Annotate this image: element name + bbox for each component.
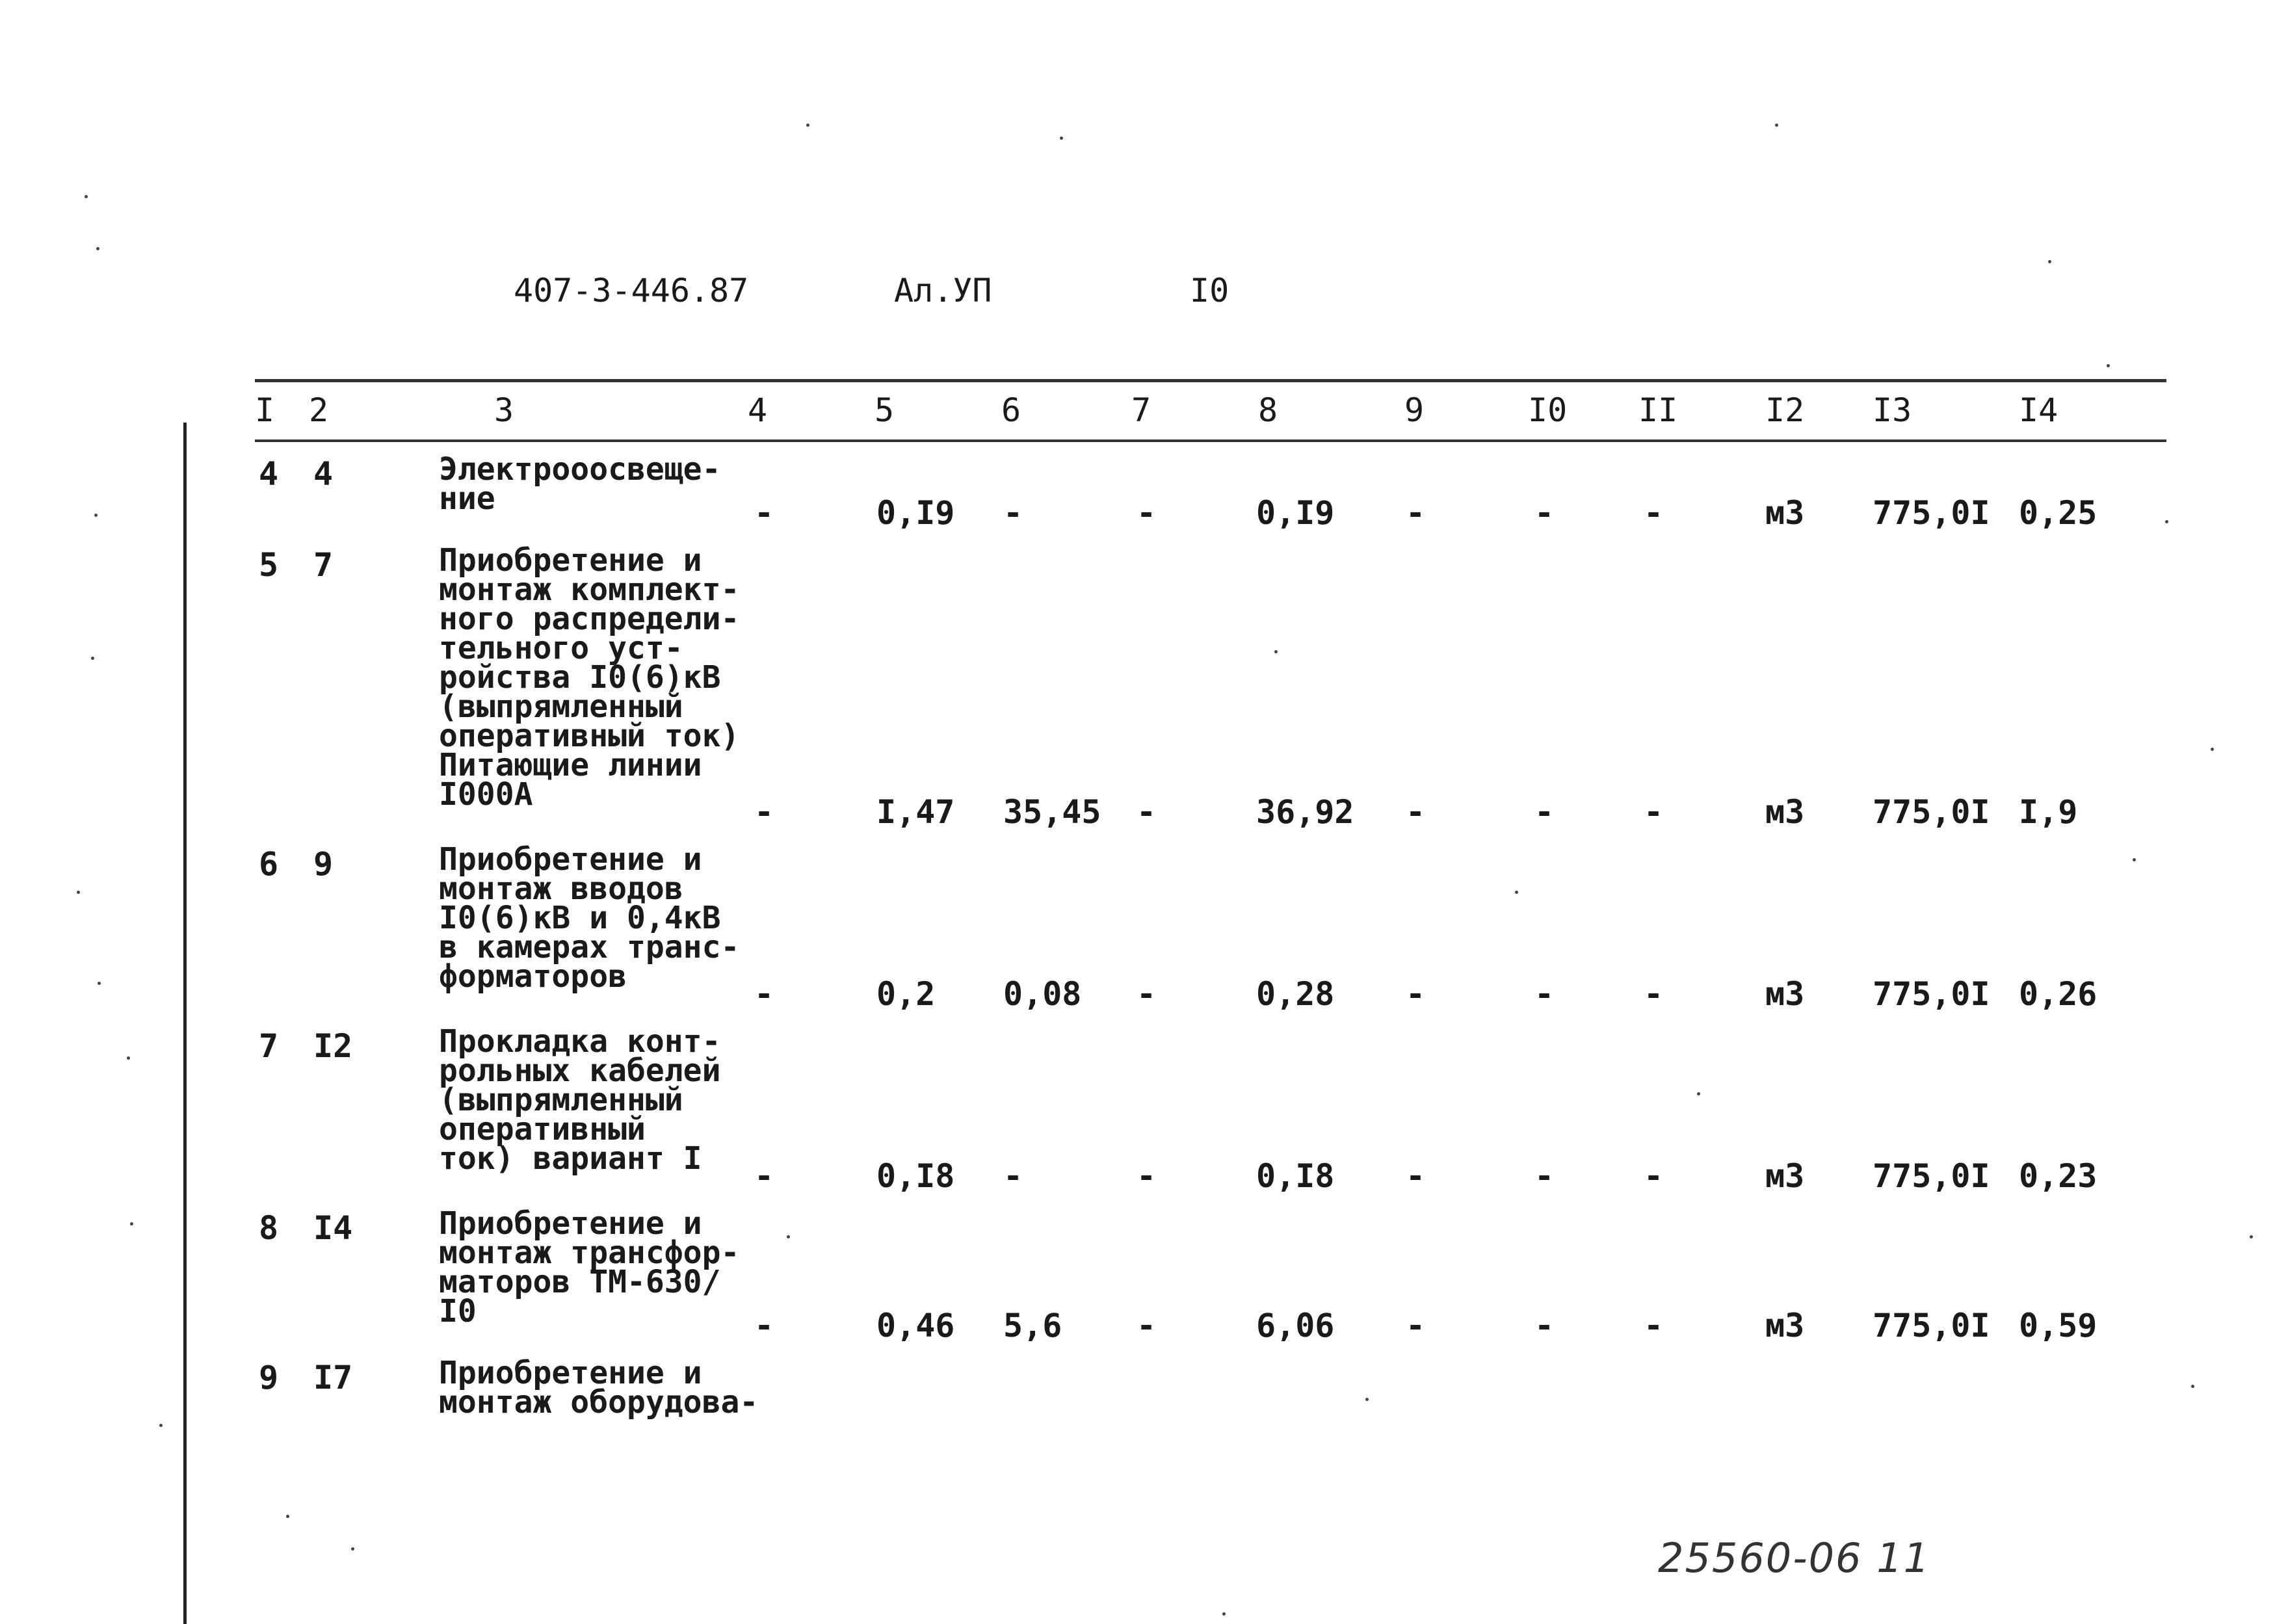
row-description: Прокладка конт- рольных кабелей (выпрямленный оперативный ток) вариант I bbox=[439, 1023, 721, 1177]
row-value-c12: м3 bbox=[1765, 793, 1805, 831]
row-value-c10: - bbox=[1534, 793, 1555, 831]
page-number: I0 bbox=[1190, 272, 1229, 309]
row-position-number: 6 bbox=[259, 845, 279, 883]
row-position-number: 9 bbox=[259, 1359, 279, 1396]
row-value-c5: 0,I8 bbox=[876, 1157, 955, 1195]
scan-speck bbox=[2250, 1235, 2253, 1238]
scan-speck bbox=[2165, 520, 2168, 523]
scan-speck bbox=[1697, 1092, 1700, 1095]
column-number: 8 bbox=[1258, 391, 1278, 429]
row-value-c9: - bbox=[1406, 494, 1426, 532]
table-top-rule bbox=[255, 379, 2166, 382]
row-value-c7: - bbox=[1137, 494, 1157, 532]
scan-speck bbox=[127, 1056, 130, 1060]
row-value-c4: - bbox=[754, 793, 774, 831]
row-value-c8: 0,28 bbox=[1256, 975, 1335, 1013]
row-description: Приобретение и монтаж комплект- ного распредели- тельного уст- ройства I0(6)кВ (выпрямленный оперативный ток) Питающие линии I000А bbox=[439, 542, 740, 813]
row-value-c12: м3 bbox=[1765, 1307, 1805, 1344]
row-value-c11: - bbox=[1644, 494, 1664, 532]
row-value-c6: 5,6 bbox=[1003, 1307, 1062, 1344]
row-item-number: 7 bbox=[313, 546, 334, 584]
album-label: Ал.УП bbox=[894, 272, 992, 309]
row-value-c14: 0,59 bbox=[2019, 1307, 2097, 1344]
row-value-c14: 0,26 bbox=[2019, 975, 2097, 1013]
row-value-c6: - bbox=[1003, 494, 1023, 532]
column-number: 7 bbox=[1131, 391, 1151, 429]
column-number: 2 bbox=[309, 391, 329, 429]
scan-speck bbox=[130, 1222, 133, 1225]
column-number: I2 bbox=[1765, 391, 1805, 429]
scan-speck bbox=[286, 1515, 289, 1518]
row-value-c12: м3 bbox=[1765, 975, 1805, 1013]
row-value-c6: 0,08 bbox=[1003, 975, 1082, 1013]
row-item-number: 4 bbox=[313, 455, 334, 493]
document-code: 407-3-446.87 bbox=[514, 272, 749, 309]
column-number: II bbox=[1638, 391, 1678, 429]
row-value-c10: - bbox=[1534, 494, 1555, 532]
scan-speck bbox=[1222, 1612, 1226, 1616]
row-value-c8: 6,06 bbox=[1256, 1307, 1335, 1344]
row-value-c7: - bbox=[1137, 975, 1157, 1013]
row-value-c10: - bbox=[1534, 1157, 1555, 1195]
row-description: Приобретение и монтаж вводов I0(6)кВ и 0,4кВ в камерах транс- форматоров bbox=[439, 841, 740, 995]
row-item-number: 9 bbox=[313, 845, 334, 883]
scan-speck bbox=[77, 891, 80, 894]
row-value-c6: 35,45 bbox=[1003, 793, 1101, 831]
row-value-c10: - bbox=[1534, 1307, 1555, 1344]
scan-speck bbox=[1515, 891, 1518, 894]
row-value-c8: 0,I8 bbox=[1256, 1157, 1335, 1195]
row-value-c13: 775,0I bbox=[1873, 975, 1990, 1013]
scan-speck bbox=[96, 247, 99, 250]
row-value-c11: - bbox=[1644, 793, 1664, 831]
row-description: Приобретение и монтаж оборудова- bbox=[439, 1355, 759, 1421]
scan-speck bbox=[2133, 858, 2136, 861]
row-value-c5: 0,46 bbox=[876, 1307, 955, 1344]
scan-speck bbox=[1274, 650, 1278, 653]
scan-speck bbox=[98, 982, 101, 985]
row-value-c5: 0,I9 bbox=[876, 494, 955, 532]
scan-speck bbox=[1060, 137, 1063, 140]
row-value-c11: - bbox=[1644, 975, 1664, 1013]
row-value-c4: - bbox=[754, 1307, 774, 1344]
row-description: Приобретение и монтаж трансфор- маторов ТМ-630/ I0 bbox=[439, 1205, 740, 1329]
row-value-c10: - bbox=[1534, 975, 1555, 1013]
column-number: 5 bbox=[874, 391, 895, 429]
row-value-c5: 0,2 bbox=[876, 975, 936, 1013]
row-position-number: 5 bbox=[259, 546, 279, 584]
row-description: Электрооосвеще- ние bbox=[439, 451, 721, 517]
column-number: I bbox=[255, 391, 275, 429]
row-value-c14: I,9 bbox=[2019, 793, 2078, 831]
row-value-c14: 0,23 bbox=[2019, 1157, 2097, 1195]
row-value-c11: - bbox=[1644, 1307, 1664, 1344]
row-value-c7: - bbox=[1137, 1157, 1157, 1195]
row-value-c9: - bbox=[1406, 1157, 1426, 1195]
scan-speck bbox=[94, 514, 98, 517]
column-number: I3 bbox=[1873, 391, 1912, 429]
row-position-number: 8 bbox=[259, 1209, 279, 1247]
row-value-c13: 775,0I bbox=[1873, 494, 1990, 532]
scan-speck bbox=[806, 124, 809, 127]
handwritten-signature: 25560-06 11 bbox=[1658, 1534, 1931, 1582]
scan-speck bbox=[787, 1235, 790, 1238]
row-position-number: 4 bbox=[259, 455, 279, 493]
column-number: I0 bbox=[1528, 391, 1568, 429]
row-item-number: I2 bbox=[313, 1027, 353, 1065]
scan-speck bbox=[2107, 364, 2110, 367]
scan-speck bbox=[2048, 260, 2051, 263]
row-value-c12: м3 bbox=[1765, 1157, 1805, 1195]
row-position-number: 7 bbox=[259, 1027, 279, 1065]
row-value-c13: 775,0I bbox=[1873, 793, 1990, 831]
column-number: 3 bbox=[494, 391, 514, 429]
row-value-c4: - bbox=[754, 1157, 774, 1195]
scan-speck bbox=[351, 1547, 354, 1551]
row-value-c8: 36,92 bbox=[1256, 793, 1354, 831]
column-number: 9 bbox=[1404, 391, 1425, 429]
scan-speck bbox=[91, 657, 94, 660]
row-value-c14: 0,25 bbox=[2019, 494, 2097, 532]
row-value-c4: - bbox=[754, 494, 774, 532]
row-value-c4: - bbox=[754, 975, 774, 1013]
table-header-rule bbox=[255, 439, 2166, 442]
scan-speck bbox=[1775, 124, 1778, 127]
row-value-c9: - bbox=[1406, 1307, 1426, 1344]
row-value-c7: - bbox=[1137, 793, 1157, 831]
row-value-c12: м3 bbox=[1765, 494, 1805, 532]
binding-margin-line bbox=[183, 423, 187, 1624]
scan-speck bbox=[85, 195, 88, 198]
row-value-c9: - bbox=[1406, 793, 1426, 831]
column-number: I4 bbox=[2019, 391, 2058, 429]
column-number: 6 bbox=[1001, 391, 1021, 429]
scan-speck bbox=[159, 1424, 163, 1427]
scan-speck bbox=[2191, 1385, 2194, 1388]
row-value-c6: - bbox=[1003, 1157, 1023, 1195]
row-value-c11: - bbox=[1644, 1157, 1664, 1195]
row-item-number: I4 bbox=[313, 1209, 353, 1247]
column-number: 4 bbox=[748, 391, 768, 429]
row-value-c9: - bbox=[1406, 975, 1426, 1013]
row-value-c13: 775,0I bbox=[1873, 1307, 1990, 1344]
row-value-c5: I,47 bbox=[876, 793, 955, 831]
row-value-c13: 775,0I bbox=[1873, 1157, 1990, 1195]
scan-speck bbox=[1365, 1398, 1369, 1401]
row-value-c7: - bbox=[1137, 1307, 1157, 1344]
row-item-number: I7 bbox=[313, 1359, 353, 1396]
scan-speck bbox=[2211, 748, 2214, 751]
row-value-c8: 0,I9 bbox=[1256, 494, 1335, 532]
